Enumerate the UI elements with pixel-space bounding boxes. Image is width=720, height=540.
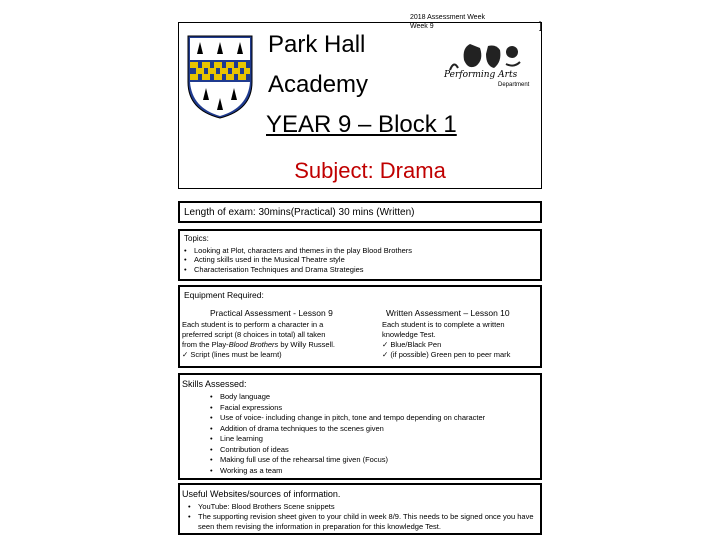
- practical-line1: Each student is to perform a character in a: [182, 320, 324, 329]
- list-item: • Use of voice- including change in pitch, tone and tempo depending on character: [210, 413, 540, 424]
- practical-check-item: ✓ Script (lines must be learnt): [182, 350, 372, 360]
- school-name-line2: Academy: [268, 71, 369, 98]
- topics-heading: Topics:: [184, 234, 209, 243]
- equipment-heading: Equipment Required:: [184, 290, 264, 300]
- list-item: • Contribution of ideas: [210, 445, 540, 456]
- skills-box: [178, 373, 542, 480]
- written-check-item: ✓ (if possible) Green pen to peer mark: [382, 350, 542, 360]
- websites-list: [188, 502, 538, 532]
- assessment-week-label: [410, 13, 485, 31]
- practical-line3-post: by Willy Russell.: [278, 340, 335, 349]
- written-line2: knowledge Test.: [382, 330, 436, 339]
- list-item: • Working as a team: [210, 466, 540, 477]
- skills-heading: Skills Assessed:: [182, 379, 247, 389]
- written-assessment-title: Written Assessment – Lesson 10: [386, 308, 510, 318]
- topics-box: [178, 229, 542, 281]
- list-item: • Characterisation Techniques and Drama Strategies: [184, 265, 536, 275]
- list-item: • Acting skills used in the Musical Theatre style: [184, 255, 536, 265]
- written-check-item: ✓ Blue/Black Pen: [382, 340, 542, 350]
- skills-list: [210, 392, 540, 476]
- logo-text-performing-arts: Performing Arts: [444, 70, 518, 80]
- school-crest-icon: [186, 34, 254, 120]
- practical-line3-italic: Blood Brothers: [228, 340, 279, 349]
- year-block-title: YEAR 9 – Block 1: [266, 111, 457, 138]
- practical-line3: [182, 340, 372, 350]
- performing-arts-logo: [440, 40, 540, 98]
- practical-assessment-details: [182, 320, 372, 360]
- equipment-box: [178, 285, 542, 368]
- exam-length-text: Length of exam: 30mins(Practical) 30 mins (Written): [184, 207, 415, 218]
- exam-length-box: [178, 201, 542, 223]
- websites-heading: Useful Websites/sources of information.: [182, 489, 341, 499]
- list-item: • Addition of drama techniques to the scenes given: [210, 424, 540, 435]
- list-item: • The supporting revision sheet given to your child in week 8/9. This needs to be signed once you have seen them revising the information in preparation for this knowledge Test.: [188, 512, 538, 532]
- list-item: • Looking at Plot, characters and themes in the play Blood Brothers: [184, 246, 536, 256]
- practical-line2: preferred script (8 choices in total) all taken: [182, 330, 326, 339]
- corner-mark: ]: [539, 21, 542, 32]
- topics-list: [184, 246, 536, 275]
- subject-text: Subject: Drama: [294, 158, 446, 183]
- logo-text-department: Department: [498, 82, 530, 88]
- assessment-week-line2: Week 9: [410, 23, 434, 30]
- list-item: • YouTube: Blood Brothers Scene snippets: [188, 502, 538, 512]
- practical-line3-pre: from the Play-: [182, 340, 229, 349]
- practical-assessment-title: Practical Assessment - Lesson 9: [210, 308, 333, 318]
- school-name-line1: Park Hall: [268, 31, 366, 58]
- subject-title: [0, 158, 720, 184]
- list-item: • Line learning: [210, 434, 540, 445]
- assessment-week-line1: 2018 Assessment Week: [410, 14, 485, 21]
- written-line1: Each student is to complete a written: [382, 320, 505, 329]
- written-assessment-details: [382, 320, 542, 360]
- websites-box: [178, 483, 542, 535]
- list-item: • Making full use of the rehearsal time given (Focus): [210, 455, 540, 466]
- list-item: • Body language: [210, 392, 540, 403]
- list-item: • Facial expressions: [210, 403, 540, 414]
